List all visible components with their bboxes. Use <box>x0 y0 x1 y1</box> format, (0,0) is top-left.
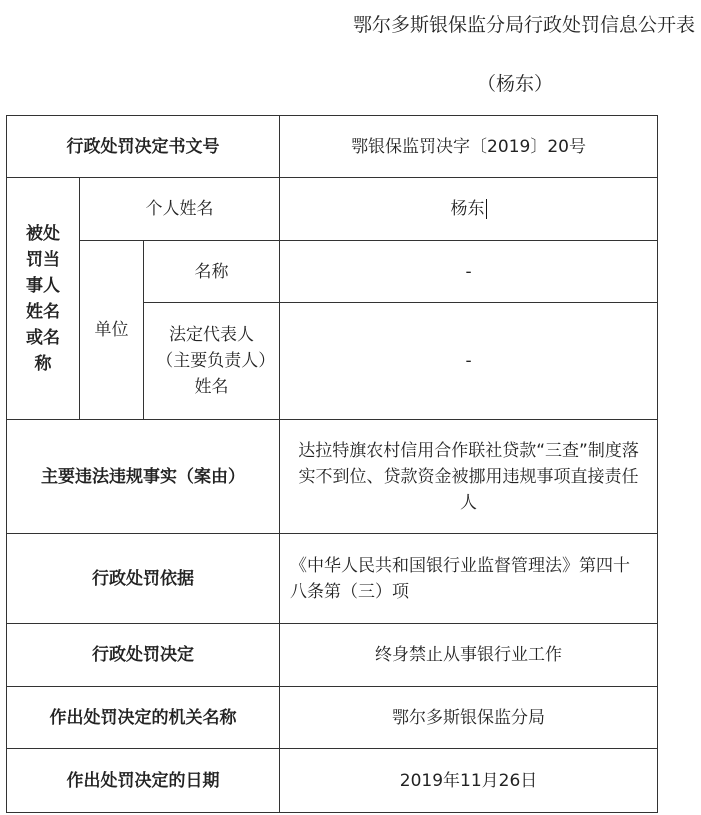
authority-label: 作出处罚决定的机关名称 <box>7 687 280 749</box>
page-title: 鄂尔多斯银保监分局行政处罚信息公开表 <box>352 14 695 36</box>
unit-name-label: 名称 <box>144 241 280 303</box>
legal-rep-value: - <box>280 303 658 420</box>
table-row <box>7 116 658 178</box>
decision-label: 行政处罚决定 <box>7 624 280 687</box>
text-cursor <box>486 199 487 219</box>
table-row <box>7 749 658 813</box>
violation-value-text: 达拉特旗农村信用合作联社贷款“三查”制度落实不到位、贷款资金被挪用违规事项直接责任人 <box>298 440 639 513</box>
unit-label: 单位 <box>80 241 144 420</box>
table-row <box>7 534 658 624</box>
table-row <box>7 624 658 687</box>
authority-value: 鄂尔多斯银保监分局 <box>280 687 658 749</box>
individual-name-value: 杨东 <box>450 199 485 219</box>
legal-rep-label <box>144 303 280 420</box>
table-row <box>7 241 658 303</box>
violation-label: 主要违法违规事实（案由） <box>7 420 280 534</box>
table-row <box>7 687 658 749</box>
table-row <box>7 178 658 241</box>
doc-number-value: 鄂银保监罚决字〔2019〕20号 <box>280 116 658 178</box>
page-subtitle: （杨东） <box>477 73 554 95</box>
unit-name-value: - <box>280 241 658 303</box>
legal-rep-label-text: 法定代表人（主要负责人）姓名 <box>156 325 267 397</box>
date-value: 2019年11月26日 <box>280 749 658 813</box>
party-label <box>7 178 80 420</box>
violation-value <box>280 420 658 534</box>
individual-name-cell <box>280 178 658 241</box>
party-label-text: 被处罚当事人姓名或名称 <box>26 223 60 374</box>
basis-value: 《中华人民共和国银行业监督管理法》第四十八条第（三）项 <box>280 534 658 624</box>
basis-label: 行政处罚依据 <box>7 534 280 624</box>
decision-value: 终身禁止从事银行业工作 <box>280 624 658 687</box>
table-row <box>7 420 658 534</box>
penalty-info-table <box>6 115 658 813</box>
date-label: 作出处罚决定的日期 <box>7 749 280 813</box>
doc-number-label: 行政处罚决定书文号 <box>7 116 280 178</box>
individual-name-label: 个人姓名 <box>80 178 280 241</box>
